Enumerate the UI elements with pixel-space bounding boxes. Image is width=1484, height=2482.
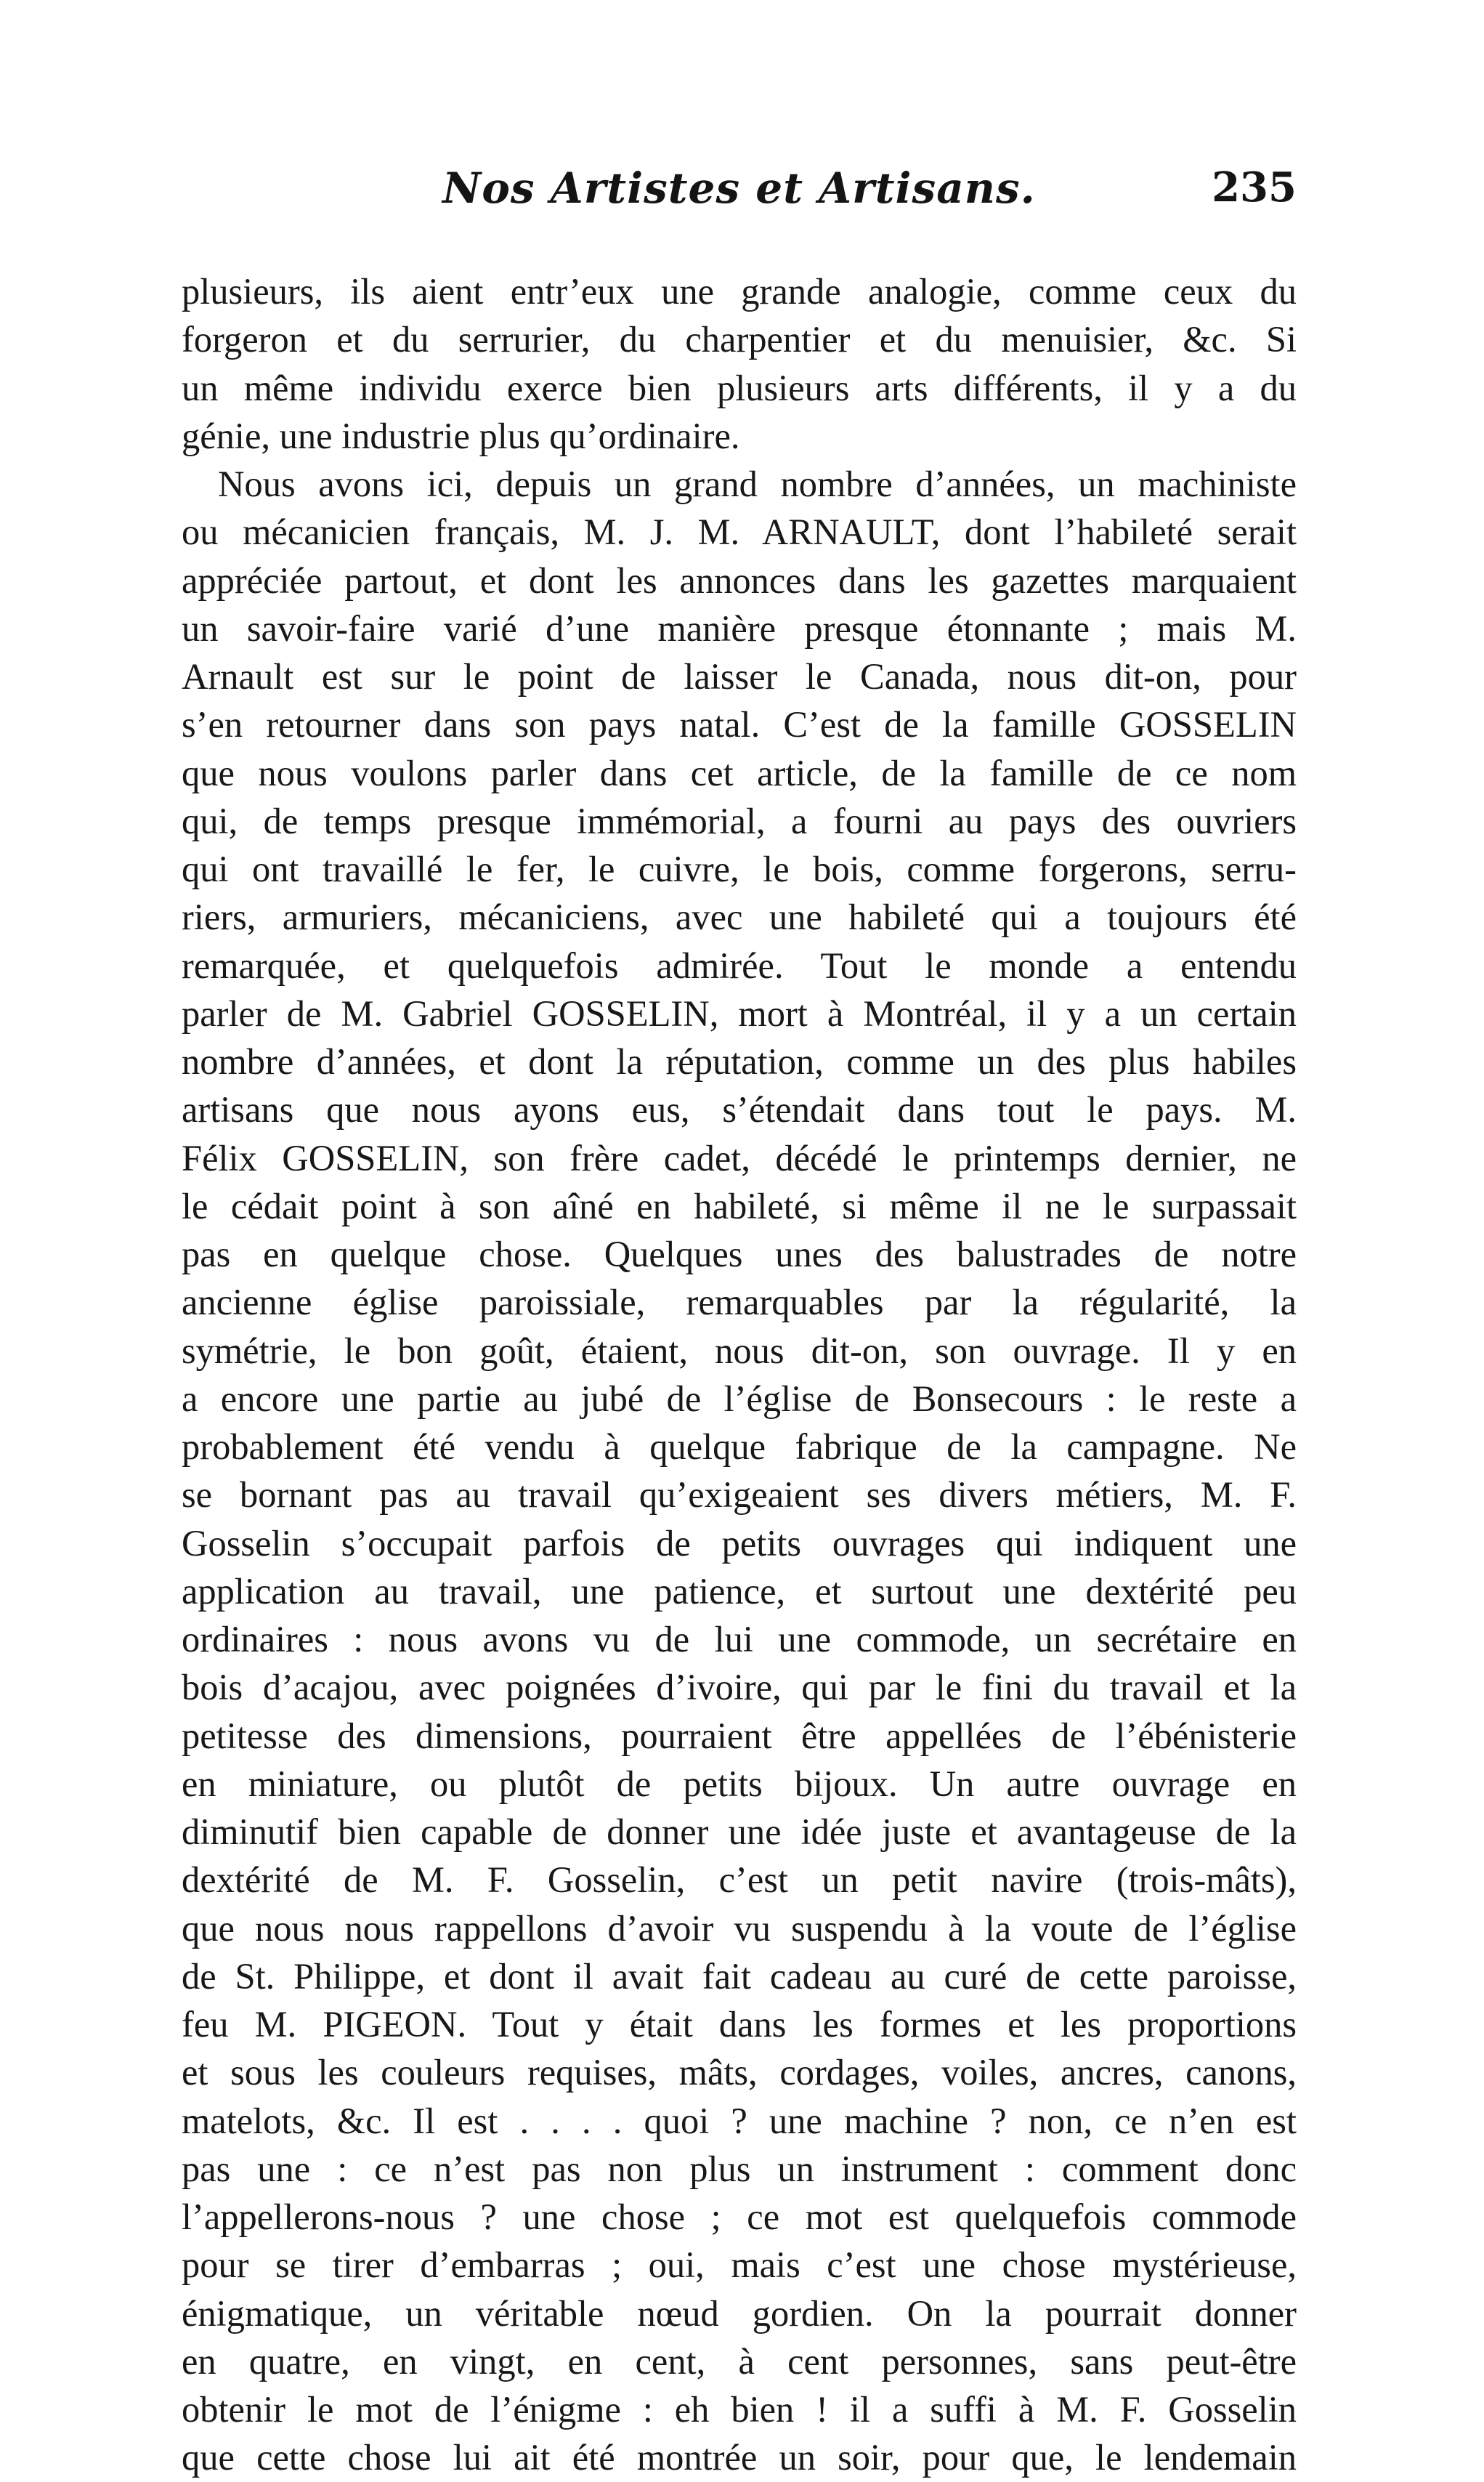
text-line: matelots, &c. Il est . . . . quoi ? une machine ? non, ce n’en est bbox=[182, 2100, 1297, 2141]
text-line: en miniature, ou plutôt de petits bijoux. Un autre ouvrage en bbox=[182, 1763, 1297, 1804]
text-line: remarquée, et quelquefois admirée. Tout le monde a entendu bbox=[182, 945, 1297, 986]
text-line: s’en retourner dans son pays natal. C’est de la famille GOSSELIN bbox=[182, 704, 1297, 745]
text-line: le cédait point à son aîné en habileté, si même il ne le surpassait bbox=[182, 1185, 1297, 1226]
text-line: a encore une partie au jubé de l’église de Bonsecours : le reste a bbox=[182, 1378, 1297, 1419]
text-line: appréciée partout, et dont les annonces dans les gazettes marquaient bbox=[182, 559, 1297, 601]
text-line: se bornant pas au travail qu’exigeaient ses divers métiers, M. F. bbox=[182, 1474, 1297, 1516]
text-line: dextérité de M. F. Gosselin, c’est un petit navire (trois-mâts), bbox=[182, 1859, 1297, 1901]
page-number: 235 bbox=[1212, 163, 1297, 211]
text-line: que nous voulons parler dans cet article, de la famille de ce nom bbox=[182, 752, 1297, 793]
text-line: ancienne église paroissiale, remarquables par la régularité, la bbox=[182, 1282, 1297, 1323]
text-line: de St. Philippe, et dont il avait fait cadeau au curé de cette paroisse, bbox=[182, 1955, 1297, 1997]
body-text bbox=[182, 267, 1297, 2482]
text-line: qui ont travaillé le fer, le cuivre, le bois, comme forgerons, serru- bbox=[182, 849, 1297, 889]
text-line: parler de M. Gabriel GOSSELIN, mort à Montréal, il y a un certain bbox=[182, 993, 1297, 1034]
text-line: bois d’acajou, avec poignées d’ivoire, qui par le fini du travail et la bbox=[182, 1667, 1297, 1708]
text-line: diminutif bien capable de donner une idée juste et avantageuse de la bbox=[182, 1811, 1297, 1852]
text-line: et sous les couleurs requises, mâts, cordages, voiles, ancres, canons, bbox=[182, 2052, 1297, 2093]
text-line: Nous avons ici, depuis un grand nombre d’années, un machiniste bbox=[218, 464, 1297, 504]
text-line: artisans que nous ayons eus, s’étendait dans tout le pays. M. bbox=[182, 1089, 1297, 1131]
text-line: un même individu exerce bien plusieurs arts différents, il y a du bbox=[182, 367, 1297, 408]
text-line: probablement été vendu à quelque fabrique de la campagne. Ne bbox=[182, 1426, 1297, 1467]
text-line: pas une : ce n’est pas non plus un instrument : comment donc bbox=[182, 2148, 1297, 2189]
text-line: pour se tirer d’embarras ; oui, mais c’est une chose mystérieuse, bbox=[182, 2244, 1297, 2286]
text-line: qui, de temps presque immémorial, a fourni au pays des ouvriers bbox=[182, 800, 1297, 841]
text-line: forgeron et du serrurier, du charpentier et du menuisier, &c. Si bbox=[182, 319, 1297, 360]
text-line: ou mécanicien français, M. J. M. ARNAULT, dont l’habileté serait bbox=[182, 512, 1297, 553]
text-line: pas en quelque chose. Quelques unes des balustrades de notre bbox=[182, 1234, 1297, 1274]
text-line: obtenir le mot de l’énigme : eh bien ! il a suffi à M. F. Gosselin bbox=[182, 2389, 1297, 2430]
text-line: petitesse des dimensions, pourraient être appellées de l’ébénisterie bbox=[182, 1715, 1297, 1756]
text-line: Gosselin s’occupait parfois de petits ouvrages qui indiquent une bbox=[182, 1522, 1297, 1564]
text-line: application au travail, une patience, et surtout une dextérité peu bbox=[182, 1570, 1297, 1612]
text-line: riers, armuriers, mécaniciens, avec une habileté qui a toujours été bbox=[182, 897, 1297, 938]
text-line: l’appellerons-nous ? une chose ; ce mot est quelquefois commode bbox=[182, 2196, 1297, 2237]
text-line: symétrie, le bon goût, étaient, nous dit-on, son ouvrage. Il y en bbox=[182, 1330, 1297, 1371]
text-line: feu M. PIGEON. Tout y était dans les formes et les proportions bbox=[182, 2004, 1297, 2045]
text-line: un savoir-faire varié d’une manière presque étonnante ; mais M. bbox=[182, 607, 1297, 649]
running-title: Nos Artistes et Artisans. bbox=[442, 163, 1036, 213]
text-line: que nous nous rappellons d’avoir vu suspendu à la voute de l’église bbox=[182, 1907, 1297, 1949]
text-line: que cette chose lui ait été montrée un soir, pour que, le lendemain bbox=[182, 2437, 1297, 2478]
text-line: Félix GOSSELIN, son frère cadet, décédé le printemps dernier, ne bbox=[182, 1137, 1297, 1179]
text-line: nombre d’années, et dont la réputation, comme un des plus habiles bbox=[182, 1041, 1297, 1082]
text-line: Arnault est sur le point de laisser le Canada, nous dit-on, pour bbox=[182, 656, 1297, 697]
text-line: en quatre, en vingt, en cent, à cent personnes, sans peut-être bbox=[182, 2340, 1297, 2382]
text-line: ordinaires : nous avons vu de lui une commode, un secrétaire en bbox=[182, 1619, 1297, 1660]
text-line: plusieurs, ils aient entr’eux une grande analogie, comme ceux du bbox=[182, 271, 1297, 312]
running-head bbox=[182, 163, 1297, 222]
text-line: énigmatique, un véritable nœud gordien. On la pourrait donner bbox=[182, 2292, 1297, 2334]
text-line: génie, une industrie plus qu’ordinaire. bbox=[182, 415, 740, 456]
